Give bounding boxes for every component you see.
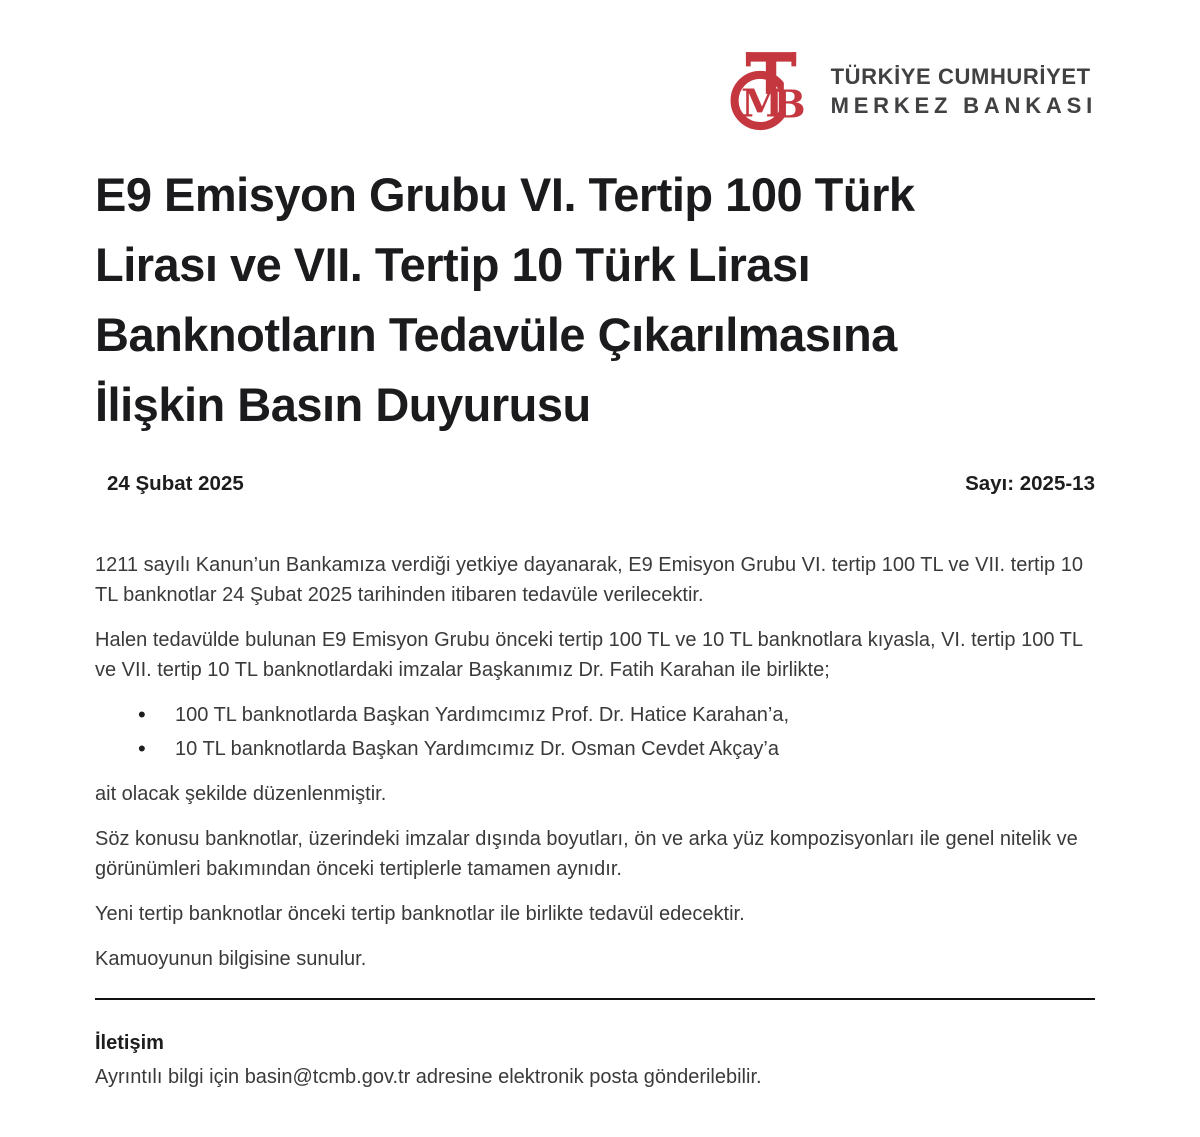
footer-divider <box>95 998 1095 1000</box>
svg-text:B: B <box>773 81 806 127</box>
meta-row <box>95 472 1095 496</box>
contact-text: Ayrıntılı bilgi için basin@tcmb.gov.tr adresine elektronik posta gönderilebilir. <box>95 1066 762 1088</box>
signature-bullet-list <box>95 700 1095 764</box>
contact-section <box>95 1028 1095 1092</box>
svg-text:M: M <box>740 80 783 126</box>
bank-wordmark-line2: MERKEZ BANKASI <box>830 93 1097 118</box>
body-paragraph-4: Söz konusu banknotlar, üzerindeki imzalar dışında boyutları, ön ve arka yüz kompozisyonları ile genel nitelik ve görünümleri bakımından önceki tertiplerle tamamen aynıdır. <box>95 828 1078 880</box>
body-paragraph-6: Kamuoyunun bilgisine sunulur. <box>95 948 367 970</box>
page-title-line3: Banknotların Tedavüle Çıkarılmasına <box>95 308 897 361</box>
list-item-10tl: • 10 TL banknotlarda Başkan Yardımcımız Dr. Osman Cevdet Akçay’a <box>95 734 1095 764</box>
press-number: Sayı: 2025-13 <box>965 472 1095 495</box>
tcmb-logo <box>727 48 1097 134</box>
masthead <box>0 0 1200 136</box>
document-body <box>0 160 1200 1092</box>
page-title-line2: Lirası ve VII. Tertip 10 Türk Lirası <box>95 238 811 291</box>
list-item-100tl: • 100 TL banknotlarda Başkan Yardımcımız Prof. Dr. Hatice Karahan’a, <box>95 700 1095 730</box>
page-title-line4: İlişkin Basın Duyurusu <box>95 378 591 431</box>
body-paragraph-2: Halen tedavülde bulunan E9 Emisyon Grubu önceki tertip 100 TL ve 10 TL banknotlara kıyasla, VI. tertip 100 TL ve VII. tertip 10 TL banknotlardaki imzalar Başkanımız Dr. Fatih Karahan ile birlikte; <box>95 629 1083 681</box>
body-paragraph-1: 1211 sayılı Kanun’un Bankamıza verdiği yetkiye dayanarak, E9 Emisyon Grubu VI. tertip 100 TL ve VII. tertip 10 TL banknotlar 24 Şubat 2025 tarihinden itibaren tedavüle verilecektir. <box>95 554 1083 606</box>
page-title <box>95 160 1095 440</box>
bank-wordmark-line1: TÜRKİYE CUMHURİYET <box>830 64 1091 89</box>
bank-wordmark <box>831 62 1097 120</box>
body-paragraph-5: Yeni tertip banknotlar önceki tertip banknotlar ile birlikte tedavül edecektir. <box>95 903 745 925</box>
press-text <box>95 550 1095 974</box>
tcmb-emblem-icon <box>727 48 817 134</box>
contact-heading: İletişim <box>95 1032 164 1054</box>
press-date: 24 Şubat 2025 <box>107 472 244 495</box>
page-title-line1: E9 Emisyon Grubu VI. Tertip 100 Türk <box>95 168 915 221</box>
body-paragraph-3: ait olacak şekilde düzenlenmiştir. <box>95 783 387 805</box>
